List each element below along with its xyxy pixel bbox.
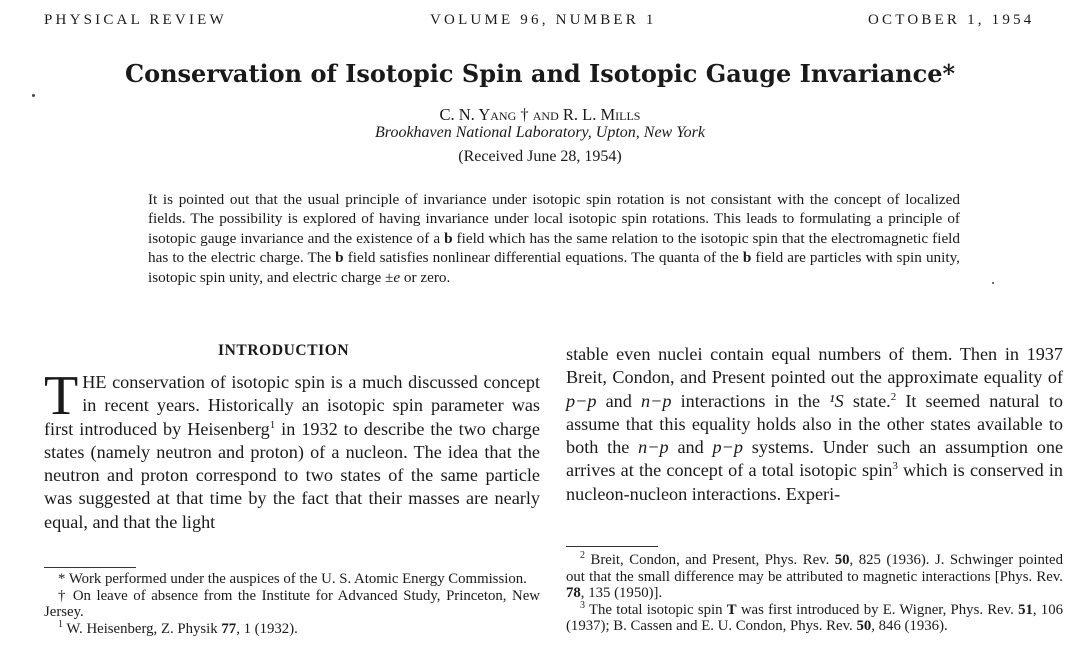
isospin-symbol: T xyxy=(726,601,737,618)
volume-number: 77 xyxy=(221,620,237,637)
abstract-text-4: field are particles with spin unity, isotopic spin unity, and electric charge ± xyxy=(148,249,960,286)
footnote-text: The total isotopic spin xyxy=(585,601,727,618)
footnote-star: * Work performed under the auspices of the U. S. Atomic Energy Commission. xyxy=(58,571,527,587)
author-yang: C. N. Yang xyxy=(439,105,517,124)
math-expression: n−p xyxy=(638,437,669,458)
footnote-ref: 3 xyxy=(892,460,898,473)
footnote-2 xyxy=(566,552,1063,602)
body-text: and xyxy=(596,390,641,411)
footnotes-left xyxy=(44,571,540,637)
footnote-text: Breit, Condon, and Present, Phys. Rev. xyxy=(585,552,835,568)
author-mills: R. L. Mills xyxy=(562,105,641,124)
abstract-text-2: field which has the same relation to the isotopic spin that the electromagnetic field has to the electric charge. The xyxy=(148,229,960,267)
footnote-ref: 1 xyxy=(269,418,276,431)
abstract xyxy=(148,190,960,287)
footnote-ref: 2 xyxy=(890,390,897,403)
footnote-divider xyxy=(44,567,136,568)
abstract-text-1: It is pointed out that the usual principle of invariance under isotopic spin rotation is not consistant with the concept of localized fields. The possibility is explored of having invariance under local isotopic spin rotations. This leads to formulating a principle of isotopic gauge invariance and the existence of a xyxy=(148,191,960,247)
body-text: in 1932 to describe the two charge states (namely neutron and proton) of a nucleon. The idea that the neutron and proton correspond to two states of the same particle was suggested at that time by the fact that their masses are nearly equal, and that the light xyxy=(44,418,540,532)
section-heading-introduction: INTRODUCTION xyxy=(218,342,350,359)
body-text: interactions in the xyxy=(671,390,830,411)
math-expression: ¹S xyxy=(829,390,844,411)
math-expression: n−p xyxy=(640,390,672,411)
footnote-mark: 2 xyxy=(580,550,585,562)
article-title: Conservation of Isotopic Spin and Isotopic Gauge Invariance* xyxy=(124,59,956,88)
body-text: and xyxy=(668,437,713,458)
footnote-mark: 1 xyxy=(58,618,63,630)
left-column-text xyxy=(44,365,540,534)
footnote-text: , 106 (1937); B. Cassen and E. U. Condon, Phys. Rev. xyxy=(566,601,1064,634)
affiliation: Brookhaven National Laboratory, Upton, New York xyxy=(375,124,705,141)
abstract-text-5: or zero. xyxy=(400,268,451,286)
volume-number: VOLUME 96, NUMBER 1 xyxy=(430,12,657,28)
footnote-text: , 846 (1936). xyxy=(871,618,948,634)
speck xyxy=(992,282,994,284)
body-text: systems. Under such an assumption one arrives at the concept of a total isotopic spin xyxy=(566,437,1064,481)
footnote-mark: 3 xyxy=(580,599,585,611)
b-field-symbol: b xyxy=(444,229,453,247)
footnote-text: , 1 (1932). xyxy=(236,620,298,637)
drop-cap: T xyxy=(44,365,79,427)
math-expression: p−p xyxy=(566,390,597,411)
dagger-mark: † xyxy=(520,105,529,124)
footnote-3 xyxy=(566,599,1064,635)
footnote-1 xyxy=(44,618,540,638)
right-column-text xyxy=(566,343,1063,506)
and-word: and xyxy=(532,105,559,124)
body-text: state. xyxy=(843,390,891,411)
math-expression: p−p xyxy=(712,437,743,458)
footnote-text: , 825 (1936). J. Schwinger pointed out that the small difference may be attributed to magnetic interactions [Phys. Rev. xyxy=(566,552,1064,585)
body-text: which is conserved in nucleon-nucleon interactions. Experi- xyxy=(566,460,1063,504)
footnote-text: , 135 (1950)]. xyxy=(580,585,663,601)
speck xyxy=(32,94,35,97)
body-text: It seemed natural to assume that this equality holds also in the other states available to both the xyxy=(566,390,1063,458)
b-field-symbol: b xyxy=(742,249,752,267)
b-field-symbol: b xyxy=(335,249,344,267)
volume-number: 50 xyxy=(856,618,872,634)
author-line xyxy=(0,105,1080,125)
footnote-text: W. Heisenberg, Z. Physik xyxy=(63,620,222,637)
footnote-text: was first introduced by E. Wigner, Phys. Rev. xyxy=(736,601,1019,618)
received-date: (Received June 28, 1954) xyxy=(458,148,622,165)
footnote-dagger: † On leave of absence from the Institute for Advanced Study, Princeton, New Jersey. xyxy=(44,587,540,620)
volume-number: 78 xyxy=(566,585,581,601)
abstract-text-3: field satisfies nonlinear differential equations. The quanta of the xyxy=(343,249,743,267)
footnote-divider xyxy=(566,546,658,547)
volume-number: 50 xyxy=(834,552,850,568)
footnotes-right xyxy=(566,552,1063,635)
body-text: stable even nuclei contain equal numbers of them. Then in 1937 Breit, Condon, and Present pointed out the approximate equality of xyxy=(566,344,1063,388)
journal-name: PHYSICAL REVIEW xyxy=(44,12,227,28)
volume-number: 51 xyxy=(1018,601,1033,618)
charge-symbol: e xyxy=(393,268,401,286)
issue-date: OCTOBER 1, 1954 xyxy=(868,12,1035,28)
body-text: HE conservation of isotopic spin is a much discussed concept in recent years. Historically an isotopic spin parameter was first introduced by Heisenberg xyxy=(44,372,540,439)
